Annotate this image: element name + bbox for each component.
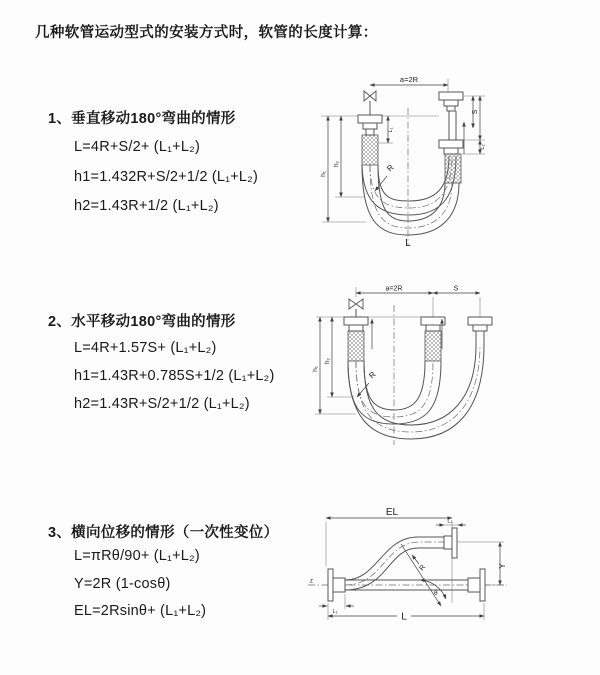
angle-label: θ	[434, 590, 438, 597]
section-3-formula-EL: EL=2Rsinθ+ (L₁+L₂)	[74, 603, 207, 619]
radius-label: R	[367, 369, 378, 381]
radius-label: R	[385, 162, 396, 174]
section-1-heading: 1、垂直移动180°弯曲的情形	[48, 111, 236, 127]
section-1-formula-L: L=4R+S/2+ (L₁+L₂)	[74, 139, 200, 155]
axis-label: z	[310, 578, 313, 585]
section-3-formula-Y: Y=2R (1-cosθ)	[74, 576, 171, 592]
dim-label-s: S	[472, 109, 479, 115]
hose-centerlines	[370, 108, 452, 246]
braid-section-middle	[425, 331, 441, 361]
right-pipe	[370, 101, 456, 140]
section-2-formula-h2: h2=1.43R+S/2+1/2 (L₁+L₂)	[74, 396, 250, 412]
right-pipe	[356, 309, 484, 345]
length-label: L	[405, 238, 411, 249]
radius-label: R	[418, 563, 428, 573]
section-1-formula-h1: h1=1.432R+S/2+1/2 (L₁+L₂)	[74, 169, 259, 185]
dim-label-l1: L₁	[388, 127, 394, 133]
dim-label-s: S	[453, 285, 459, 293]
dim-label-l2: L₂	[480, 144, 486, 150]
dim-label-l1: L₁	[332, 609, 338, 615]
extension-lines	[315, 287, 480, 414]
page-title: 几种软管运动型式的安装方式时，软管的长度计算：	[35, 25, 378, 41]
section-2-formula-h1: h1=1.43R+0.785S+1/2 (L₁+L₂)	[74, 368, 275, 384]
section-3-heading: 3、横向位移的情形（一次性变位）	[48, 525, 279, 541]
hose-curves	[348, 345, 484, 439]
section-3-formula-L: L=πRθ/90+ (L₁+L₂)	[74, 548, 200, 564]
valve-icon	[349, 299, 363, 309]
pipe-fittings	[344, 317, 492, 331]
diagram-lateral-displacement	[300, 498, 585, 648]
diagram-vertical-180-bend	[308, 70, 560, 266]
dim-label-y: Y	[498, 563, 507, 569]
braid-section-left	[362, 135, 378, 165]
dimension-lines	[320, 293, 480, 414]
dim-label-a2r: a=2R	[385, 285, 403, 293]
dimension-lines	[319, 518, 500, 616]
dim-label-el: EL	[385, 507, 399, 518]
braid-section-right	[445, 154, 461, 183]
dim-label-h2: h₂	[333, 160, 340, 168]
radius-leader	[375, 176, 387, 191]
dim-label-l: L	[401, 611, 407, 623]
dim-label-h2: h₂	[324, 357, 331, 365]
valve-icon	[364, 91, 376, 101]
dim-label-l2: L₂	[447, 518, 453, 525]
hose-curves	[362, 156, 459, 235]
section-2-formula-L: L=4R+1.57S+ (L₁+L₂)	[74, 340, 217, 356]
section-2-heading: 2、水平移动180°弯曲的情形	[48, 314, 236, 330]
dim-label-a2r: a=2R	[399, 75, 419, 84]
diagram-horizontal-180-bend	[308, 283, 560, 465]
dim-label-h1: h₁	[312, 366, 319, 372]
section-1-formula-h2: h2=1.43R+1/2 (L₁+L₂)	[74, 198, 219, 214]
braid-section-left	[348, 331, 364, 361]
dim-label-h1: h₁	[320, 171, 327, 177]
